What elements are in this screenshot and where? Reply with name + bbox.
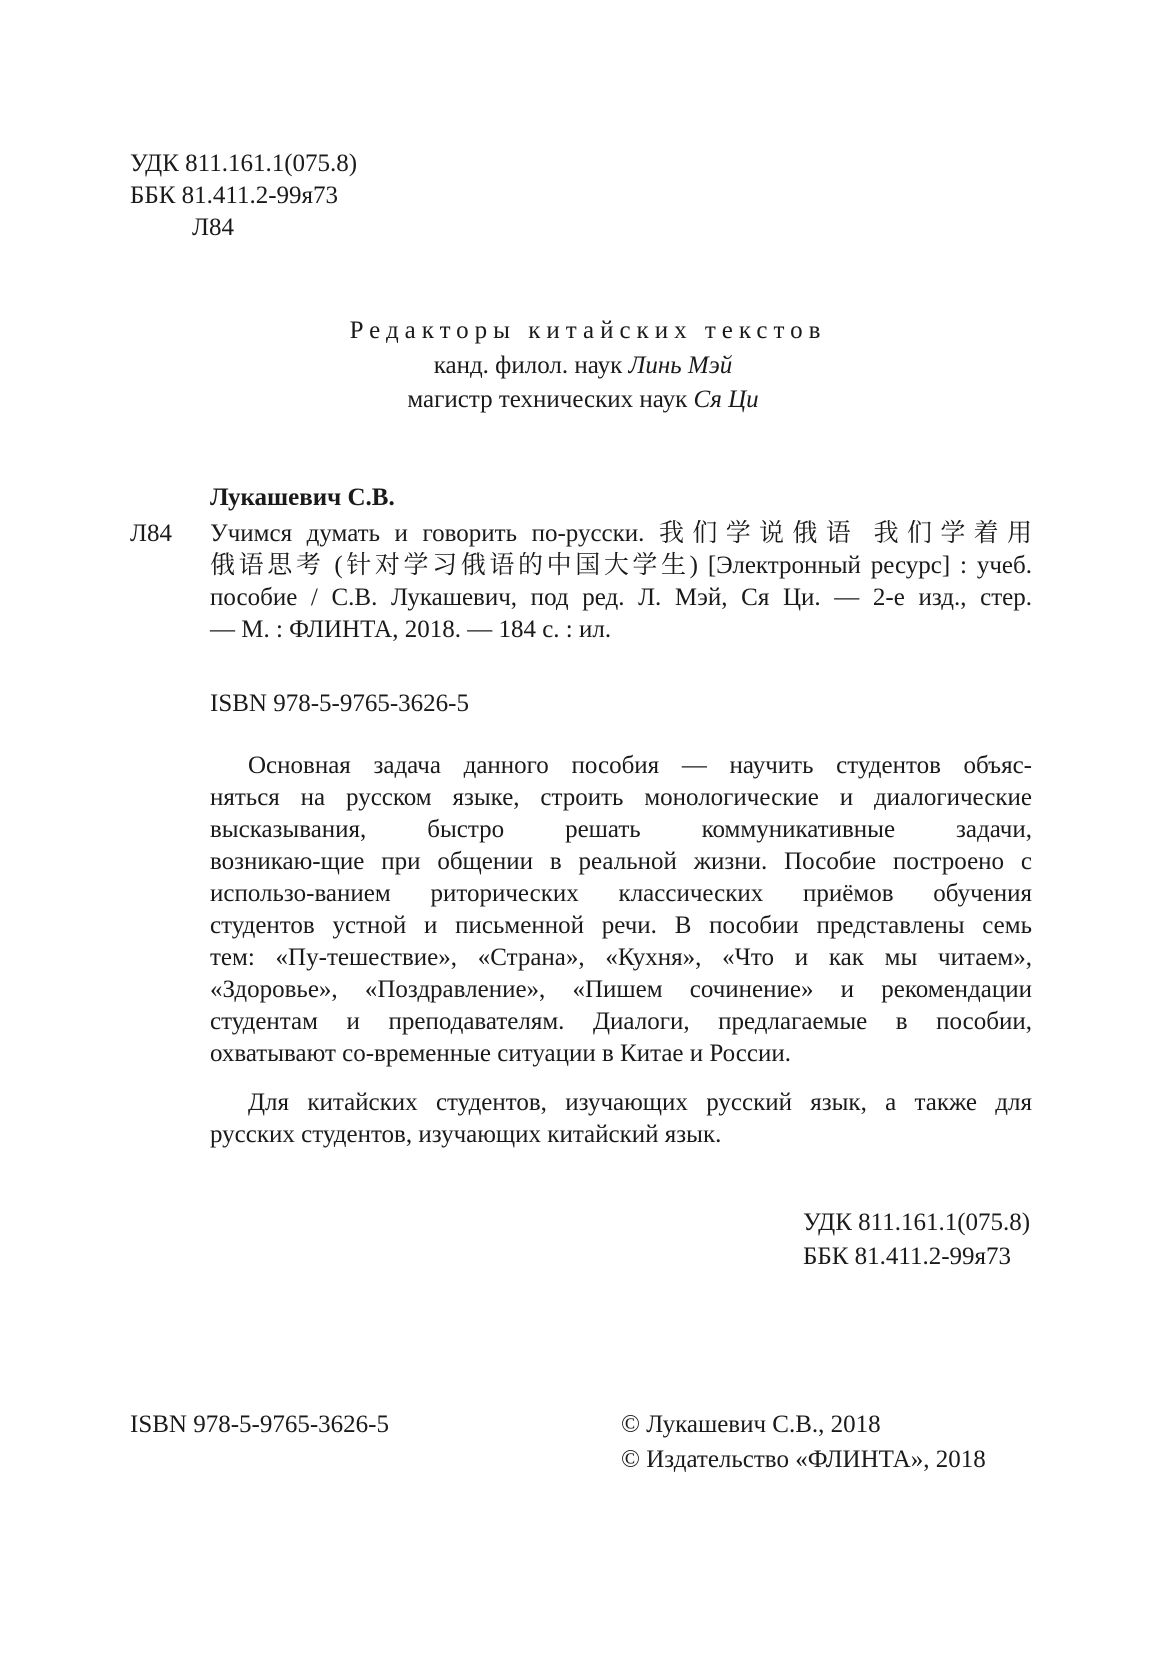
abstract-line: няться на русском языке, строить монологические и диалогические — [210, 784, 1032, 811]
entry-line: Учимся думать и говорить по-русски. 我们学说俄语 我们学着用 — [210, 520, 1032, 547]
entry-author-mark: Л84 — [130, 520, 172, 547]
footer-isbn: ISBN 978-5-9765-3626-5 — [130, 1411, 390, 1438]
audience-paragraph — [210, 1087, 1032, 1151]
abstract-line: «Здоровье», «Поздравление», «Пишем сочинение» и рекомендации — [210, 976, 1032, 1003]
bottom-bbk-code: ББК 81.411.2-99я73 — [803, 1243, 1012, 1270]
editor-2-name: Ся Ци — [693, 386, 759, 413]
abstract-line: возникаю-щие при общении в реальной жизни. Пособие построено с — [210, 848, 1032, 875]
entry-line: — М. : ФЛИНТА, 2018. — 184 с. : ил. — [210, 616, 612, 643]
entry-line: пособие / С.В. Лукашевич, под ред. Л. Мэй, Ся Ци. — 2-е изд., стер. — [210, 584, 1032, 611]
abstract-line: Основная задача данного пособия — научить студентов объяс- — [248, 752, 1032, 779]
bibliographic-description — [210, 518, 1032, 646]
editor-line-1 — [0, 350, 1166, 382]
abstract-line: охватывают со-временные ситуации в Китае и России. — [210, 1040, 791, 1067]
bottom-udk-code: УДК 811.161.1(075.8) — [803, 1209, 1031, 1236]
editor-line-2 — [0, 384, 1166, 416]
abstract-line: тем: «Пу-тешествие», «Страна», «Кухня», «Что и как мы читаем», — [210, 944, 1032, 971]
editor-1-name: Линь Мэй — [628, 352, 733, 379]
editor-2-degree: магистр технических наук — [407, 386, 694, 413]
audience-line: Для китайских студентов, изучающих русский язык, а также для — [248, 1089, 1032, 1116]
top-bbk-code: ББК 81.411.2-99я73 — [130, 182, 339, 209]
abstract-line: студентам и преподавателям. Диалоги, предлагаемые в пособии, — [210, 1008, 1032, 1035]
abstract-line: использо-ванием риторических классических приёмов обучения — [210, 880, 1032, 907]
audience-line: русских студентов, изучающих китайский язык. — [210, 1121, 722, 1148]
author-heading: Лукашевич С.В. — [210, 484, 395, 511]
abstract-line: студентов устной и письменной речи. В пособии представлены семь — [210, 912, 1032, 939]
entry-line: 俄语思考 (针对学习俄语的中国大学生) [Электронный ресурс] : учеб. — [210, 552, 1032, 579]
copyright-publisher: © Издательство «ФЛИНТА», 2018 — [621, 1446, 986, 1473]
editors-title: Редакторы китайских текстов — [349, 317, 827, 344]
entry-isbn: ISBN 978-5-9765-3626-5 — [210, 690, 470, 717]
top-author-mark: Л84 — [192, 214, 234, 241]
editor-1-degree: канд. филол. наук — [433, 352, 629, 379]
copyright-author: © Лукашевич С.В., 2018 — [621, 1411, 881, 1438]
top-udk-code: УДК 811.161.1(075.8) — [130, 150, 358, 177]
abstract-line: высказывания, быстро решать коммуникативные задачи, — [210, 816, 1032, 843]
abstract-paragraph — [210, 750, 1032, 1070]
